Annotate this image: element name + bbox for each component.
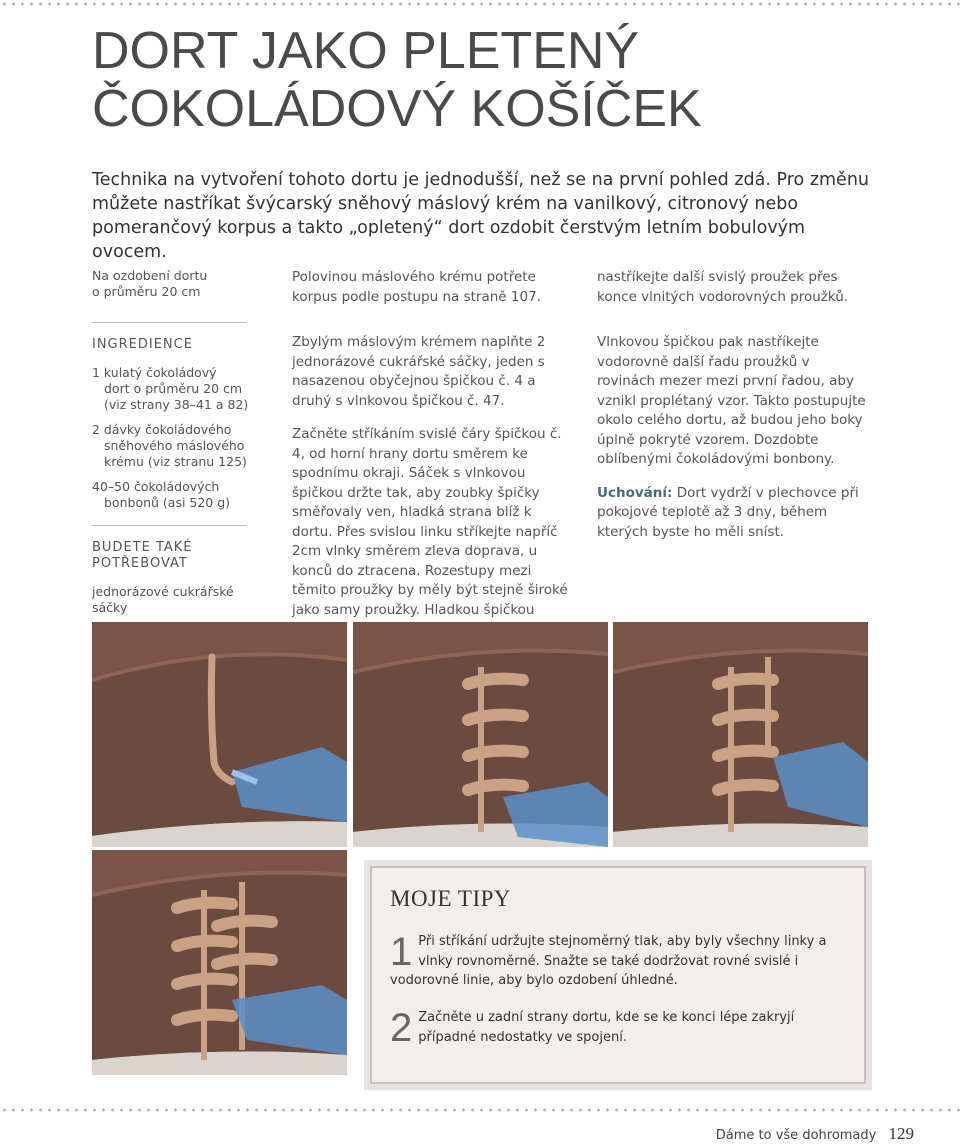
intro-paragraph: Technika na vytvoření tohoto dortu je jednodušší, než se na první pohled zdá. Pro změnu můžete nastříkat švýcarský sněhový máslový krém na vanilkový, citronový nebo pomerančový korpus a takto „opletený“ dort ozdobit čerstvým letním bobulovým ovocem. — [92, 170, 870, 262]
bottom-dotted-border — [0, 1108, 960, 1112]
storage-text: Dort vydrží v plechovce při pokojové teplotě až 3 dny, během kterých byste ho měli sníst. — [597, 484, 859, 540]
tip-text: Při stříkání udržujte stejnoměrný tlak, aby byly všechny linky a vlnky rovnoměrné. Snažte se také dodržovat rovné svislé i vodorovné linie, aby bylo ozdobení úhledné. — [390, 934, 827, 988]
instructions-column-2 — [597, 268, 867, 556]
step-photo-2 — [353, 622, 608, 847]
ingredient-item: 1 kulatý čokoládový dort o průměru 20 cm (viz strany 38–41 a 82) — [92, 365, 249, 412]
equipment-heading: BUDETE TAKÉ POTŘEBOVAT — [92, 540, 193, 571]
step-photo-4 — [92, 850, 347, 1075]
page-title — [92, 22, 702, 138]
tip-text: Začněte u zadní strany dortu, kde se ke konci lépe zakryjí případné nedostatky ve spojení. — [418, 1010, 795, 1045]
tip-item — [390, 932, 830, 991]
top-dotted-border — [0, 2, 960, 6]
tip-number: 1 — [390, 930, 413, 974]
ingredient-item: 40–50 čokoládových bonbonů (asi 520 g) — [92, 479, 231, 510]
tips-box — [370, 866, 866, 1084]
title-line-2: ČOKOLÁDOVÝ KOŠÍČEK — [92, 80, 702, 138]
tips-heading: MOJE TIPY — [390, 886, 512, 911]
step-paragraph: Zbylým máslovým krémem naplňte 2 jednorázové cukrářské sáčky, jeden s nasazenou obyčejnou špičkou č. 4 a druhý s vlnkovou špičkou č. 47. — [292, 334, 546, 409]
step-paragraph: nastříkejte další svislý proužek přes konce vlnitých vodorovných proužků. — [597, 269, 849, 305]
step-photo-3 — [613, 622, 868, 847]
page-footer — [716, 1124, 914, 1144]
tip-number: 2 — [390, 1006, 413, 1050]
divider — [92, 322, 247, 323]
page-number: 129 — [888, 1124, 914, 1143]
equipment-item: jednorázové cukrářské sáčky — [92, 584, 234, 615]
ingredient-item: 2 dávky čokoládového sněhového máslového krému (viz stranu 125) — [92, 422, 247, 469]
instructions-column-1 — [292, 268, 572, 634]
step-paragraph: Vlnkovou špičkou pak nastříkejte vodorovně další řadu proužků v rovinách mezer mezi první řadou, aby vznikl proplétaný vzor. Takto postupujte okolo celého dortu, až budou jeho boky úplně pokryté vzorem. Dozdobte oblíbenými čokoládovými bonbony. — [597, 334, 866, 467]
step-paragraph: Polovinou máslového krému potřete korpus podle postupu na straně 107. — [292, 269, 541, 305]
tip-item — [390, 1006, 830, 1050]
storage-label: Uchování: — [597, 484, 673, 501]
divider — [92, 525, 247, 526]
serving-size: Na ozdobení dortu o průměru 20 cm — [92, 268, 208, 299]
title-line-1: DORT JAKO PLETENÝ — [92, 22, 640, 80]
step-paragraph: Začněte stříkáním svislé čáry špičkou č. 4, od horní hrany dortu směrem ke spodnímu okraji. Sáček s vlnkovou špičkou držte tak, aby zoubky špičky směřovaly ven, hladká strana blíž k dortu. Přes svislou linku stříkejte napříč 2cm vlnky směrem zleva doprava, u konců do ztracena. Rozestupy mezi těmito proužky by měly být stejně široké jako samy proužky. Hladkou špičkou — [292, 426, 568, 618]
footer-section: Dáme to vše dohromady — [715, 1128, 877, 1143]
ingredients-sidebar — [92, 268, 252, 652]
step-photo-1 — [92, 622, 347, 847]
storage-note — [597, 484, 867, 543]
ingredients-heading: INGREDIENCE — [92, 337, 193, 352]
